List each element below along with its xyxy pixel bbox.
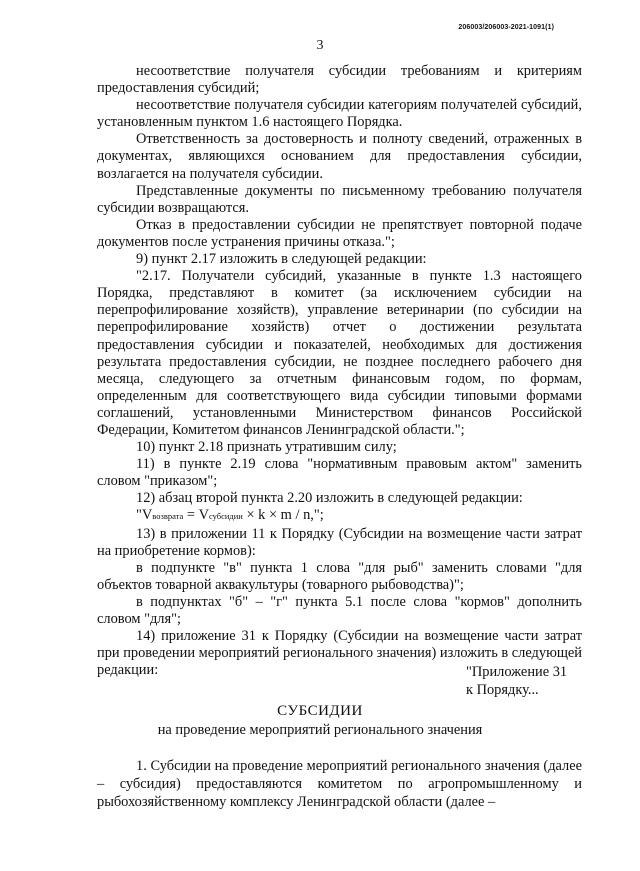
formula-rest: × k × m / n,"; [242,507,324,524]
paragraph: "2.17. Получатели субсидий, указанные в пункте 1.3 настоящего Порядка, представляют в комитет (за исключением субсидии на перепрофилирование хозяйств), управление ветеринарии (по субсидии на перепрофилирование хозяйств) отчет о достижении результата предоставления субсидии и показателей, необходимых для достижения результата предоставления субсидии, не позднее последнего рабочего дня месяца, следующего за отчетным финансовым годом, по формам, определенным для соответствующего вида субсидии типовыми формами соглашений, установленными Министерством финансов Российской Федерации, Комитетом финансов Ленинградской области."; [97,268,582,438]
paragraph: в подпункте "в" пункта 1 слова "для рыб" заменить словами "для объектов товарной аквакультуры (товарного рыбоводства)"; [97,559,582,593]
section-body [97,757,582,811]
section-subtitle: на проведение мероприятий регионального значения [157,722,483,738]
paragraph: 12) абзац второй пункта 2.20 изложить в следующей редакции: [136,490,523,507]
section-title: СУБСИДИИ [277,703,363,719]
paragraph: несоответствие получателя субсидии требованиям и критериям предоставления субсидий; [97,63,582,97]
formula-sub-subsidy: субсидии [208,511,243,522]
formula-sub-return: возврата [152,511,184,522]
paragraph: 1. Субсидии на проведение мероприятий регионального значения (далее – субсидия) предоставляются комитетом по агропромышленному и рыбохозяйственному комплексу Ленинградской области (далее – [97,758,582,810]
paragraph: Ответственность за достоверность и полноту сведений, отраженных в документах, являющихся основанием для предоставления субсидии, возлагается на получателя субсидии. [97,131,582,182]
formula-mid: = V [183,507,209,524]
paragraph: 14) приложение 31 к Порядку (Субсидии на возмещение части затрат при проведении мероприятий регионального значения) изложить в следующей редакции: [97,628,582,679]
paragraph: несоответствие получателя субсидии категориям получателей субсидий, установленным пунктом 1.6 настоящего Порядка. [97,97,582,131]
document-body [97,63,582,679]
paragraph: в подпунктах "б" – "г" пункта 5.1 после слова "кормов" дополнить словом "для"; [97,593,582,627]
document-id: 206003/206003-2021-1091(1) [458,24,554,31]
paragraph: Отказ в предоставлении субсидии не препятствует повторной подаче документов после устранения причины отказа."; [97,216,582,250]
paragraph: 10) пункт 2.18 признать утратившим силу; [136,439,397,456]
formula-open: "V [136,507,153,524]
paragraph: 13) в приложении 11 к Порядку (Субсидии на возмещение части затрат на приобретение кормов): [97,525,582,559]
appendix-line: "Приложение 31 [466,664,568,680]
paragraph: 9) пункт 2.17 изложить в следующей редакции: [136,251,427,268]
appendix-reference [466,663,567,699]
paragraph: Представленные документы по письменному требованию получателя субсидии возвращаются. [97,182,582,216]
paragraph: 11) в пункте 2.19 слова "нормативным правовым актом" заменить словом "приказом"; [97,456,582,490]
formula [97,507,582,525]
page-number: 3 [316,38,324,53]
appendix-line: к Порядку... [466,682,539,698]
